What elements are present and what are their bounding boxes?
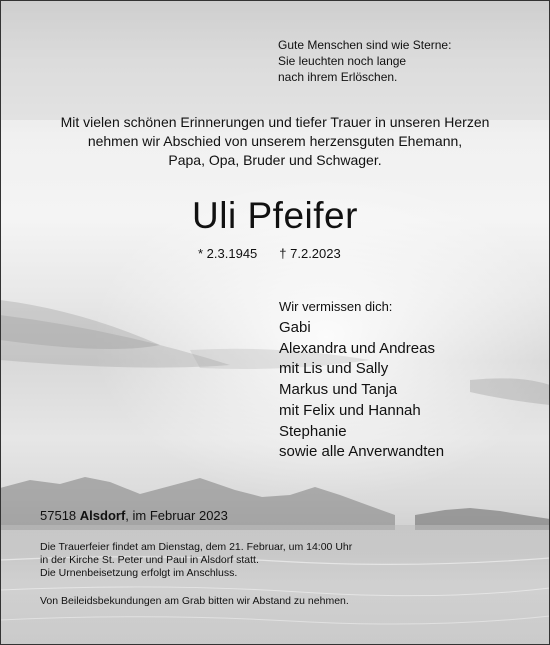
quote-line: Sie leuchten noch lange xyxy=(278,54,407,68)
mourner: mit Lis und Sally xyxy=(279,360,389,378)
place-date: , im Februar 2023 xyxy=(125,508,228,523)
quote-line: nach ihrem Erlöschen. xyxy=(278,70,398,84)
mourner: Stephanie xyxy=(279,422,347,440)
place-and-date xyxy=(40,507,228,525)
death-date: † 7.2.2023 xyxy=(279,246,341,261)
notice-line: Die Trauerfeier findet am Dienstag, dem 21. Februar, um 14:00 Uhr xyxy=(40,541,353,553)
condolence-request: Von Beileidsbekundungen am Grab bitten wir Abstand zu nehmen. xyxy=(40,595,349,607)
quote xyxy=(278,37,451,85)
birth-date: * 2.3.1945 xyxy=(198,246,258,261)
mourners-list xyxy=(279,318,444,463)
mourner: sowie alle Anverwandten xyxy=(279,443,445,461)
life-dates xyxy=(198,245,341,263)
intro-line: Mit vielen schönen Erinnerungen und tiefer Trauer in unseren Herzen xyxy=(60,114,490,130)
funeral-notice xyxy=(40,541,352,581)
mourner: mit Felix und Hannah xyxy=(279,401,421,419)
intro-line: nehmen wir Abschied von unserem herzensguten Ehemann, xyxy=(87,133,463,149)
place-zip: 57518 xyxy=(40,508,77,523)
place-town: Alsdorf xyxy=(79,508,126,523)
notice-line: Die Urnenbeisetzung erfolgt im Anschluss. xyxy=(40,567,238,580)
mourner: Alexandra und Andreas xyxy=(279,339,435,357)
miss-heading: Wir vermissen dich: xyxy=(279,299,393,314)
mourner: Markus und Tanja xyxy=(279,381,398,399)
mourner: Gabi xyxy=(279,319,311,336)
deceased-name: Uli Pfeifer xyxy=(192,195,358,236)
intro-line: Papa, Opa, Bruder und Schwager. xyxy=(168,152,382,168)
quote-line: Gute Menschen sind wie Sterne: xyxy=(278,38,452,52)
intro-text xyxy=(0,113,550,170)
notice-line: in der Kirche St. Peter und Paul in Alsdorf statt. xyxy=(40,554,259,567)
